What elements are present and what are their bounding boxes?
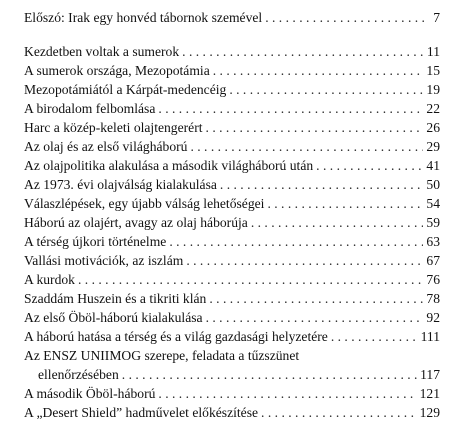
toc-entry — [24, 384, 440, 403]
toc-entry-page: 19 — [426, 82, 440, 97]
toc-leader-dots — [251, 213, 424, 232]
toc-entry — [24, 251, 440, 270]
toc-entry-page: 22 — [426, 101, 440, 116]
toc-entry — [24, 308, 440, 327]
toc-entry-title-continuation: ellenőrzésében — [38, 367, 119, 382]
toc-entry-title: Válaszlépések, egy újabb válság lehetőségei — [24, 196, 265, 211]
toc-leader-dots — [158, 99, 423, 118]
toc-entry-title: A sumerok országa, Mezopotámia — [24, 63, 210, 78]
toc-leader-dots — [213, 61, 424, 80]
toc-entry-title: Mezopotámiától a Kárpát-medencéig — [24, 82, 227, 97]
toc-entry-page: 7 — [433, 10, 440, 25]
toc-entry-title: Harc a közép-keleti olajtengerért — [24, 120, 203, 135]
toc-entry — [24, 194, 440, 213]
toc-leader-dots — [169, 232, 423, 251]
toc-leader-dots — [267, 194, 423, 213]
toc-entry-page: 29 — [426, 139, 440, 154]
toc-entry-title: Vallási motivációk, az iszlám — [24, 253, 184, 268]
toc-entry — [24, 156, 440, 175]
toc-entry-title: Szaddám Huszein és a tikriti klán — [24, 291, 207, 306]
toc-leader-dots — [331, 327, 418, 346]
toc-entry — [24, 270, 440, 289]
toc-entry-title: Az olaj és az első világháború — [24, 139, 188, 154]
toc-entry — [24, 61, 440, 80]
toc-entry-title: Az 1973. évi olajválság kialakulása — [24, 177, 217, 192]
table-of-contents — [24, 8, 440, 422]
toc-entry — [24, 42, 440, 61]
toc-entry — [24, 175, 440, 194]
toc-entry-page: 41 — [426, 158, 440, 173]
toc-leader-dots — [206, 308, 424, 327]
toc-leader-dots — [182, 42, 424, 61]
toc-entry-page: 111 — [420, 329, 440, 344]
toc-entry-page: 78 — [426, 291, 440, 306]
toc-leader-dots — [229, 80, 423, 99]
toc-entry-title: Háború az olajért, avagy az olaj háborúja — [24, 215, 248, 230]
toc-entry-title: Az ENSZ UNIIMOG szerepe, feladata a tűzszünet — [24, 348, 300, 363]
toc-entry-page: 92 — [426, 310, 440, 325]
toc-entry-title: Az első Öböl-háború kialakulása — [24, 310, 203, 325]
toc-leader-dots — [122, 365, 417, 384]
toc-entry-title: Kezdetben voltak a sumerok — [24, 44, 180, 59]
toc-leader-dots — [190, 137, 423, 156]
toc-leader-dots — [206, 118, 424, 137]
toc-entry-title: A birodalom felbomlása — [24, 101, 156, 116]
toc-entry — [24, 8, 440, 27]
toc-entry-title: A térség újkori történelme — [24, 234, 167, 249]
toc-entry — [24, 327, 440, 346]
toc-entry-title: Előszó: Irak egy honvéd tábornok szemével — [24, 10, 263, 25]
toc-leader-dots — [209, 289, 423, 308]
toc-entry-title: Az olajpolitika alakulása a második világháború után — [24, 158, 314, 173]
toc-leader-dots — [78, 270, 423, 289]
toc-entry — [24, 137, 440, 156]
toc-entry — [24, 289, 440, 308]
toc-entry-title: A háború hatása a térség és a világ gazdasági helyzetére — [24, 329, 328, 344]
toc-entry — [24, 99, 440, 118]
toc-entry-title: A „Desert Shield” hadművelet előkészítése — [24, 405, 259, 420]
toc-leader-dots — [220, 175, 424, 194]
toc-entry-page: 26 — [426, 120, 440, 135]
toc-entry — [24, 403, 440, 422]
toc-entry-page: 50 — [426, 177, 440, 192]
toc-entry-title: A második Öböl-háború — [24, 386, 156, 401]
toc-entry-page: 11 — [426, 44, 440, 59]
toc-entry-page: 129 — [419, 405, 440, 420]
toc-entry-page: 54 — [426, 196, 440, 211]
toc-leader-dots — [316, 156, 423, 175]
toc-entry-page: 76 — [426, 272, 440, 287]
toc-entry-line-2 — [24, 365, 440, 384]
toc-entry-line-1 — [24, 346, 440, 365]
toc-leader-dots — [186, 251, 423, 270]
toc-entry-page: 59 — [426, 215, 440, 230]
toc-leader-dots — [265, 8, 425, 27]
toc-entry — [24, 213, 440, 232]
toc-leader-dots — [158, 384, 416, 403]
toc-entry-page: 67 — [426, 253, 440, 268]
toc-leader-dots — [261, 403, 417, 422]
toc-entry-page: 15 — [426, 63, 440, 78]
toc-entry-title: A kurdok — [24, 272, 75, 287]
toc-entry — [24, 232, 440, 251]
toc-entry-page: 121 — [419, 386, 440, 401]
toc-entry-page: 63 — [426, 234, 440, 249]
toc-entry — [24, 80, 440, 99]
toc-entry — [24, 118, 440, 137]
toc-entry-page: 117 — [420, 367, 440, 382]
